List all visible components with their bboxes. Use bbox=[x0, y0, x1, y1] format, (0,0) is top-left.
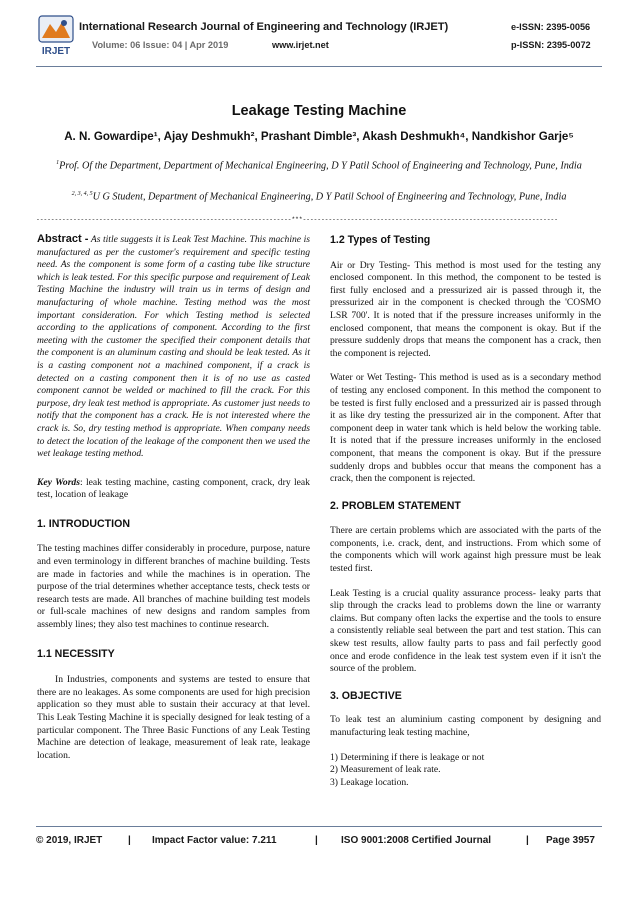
eissn: e-ISSN: 2395-0056 bbox=[511, 22, 591, 32]
right-column bbox=[330, 234, 601, 789]
separator-line: ---------------------------------------------------------------------***--------------------------------------------------------------------- bbox=[36, 216, 558, 223]
website: www.irjet.net bbox=[272, 40, 329, 50]
footer-rule bbox=[36, 826, 602, 827]
section-heading-introduction: 1. INTRODUCTION bbox=[37, 517, 130, 530]
water-testing-text: Water or Wet Testing- This method is used as is a secondary method of testing any enclosed component. In this method the component to be tested is first fully enclosed and a pressurized air is passed through it as like dry testing the pressurized air in the component. After that component deep in water tank which is held below the working table. It is noted that if the pressure increases uniformly in the enclosed component, that means the component is okay. But if the pressure suddenly drops and bubbles occur that means the component has a crack, then the component is rejected. bbox=[330, 372, 601, 485]
footer-impact-factor: Impact Factor value: 7.211 bbox=[152, 835, 277, 846]
logo-text: IRJET bbox=[41, 46, 71, 57]
objective-item: 2) Measurement of leak rate. bbox=[330, 764, 441, 776]
necessity-text: In Industries, components and systems are tested to ensure that there are no leakages. As some components are used for high precision application so they must able to sustain their accuracy at that level. This Leak Testing Machine it is specially designed for leak testing of a particular component. The Three Basic Functions of any Leak Testing Machine are detection of leakage, measurement of leak rate, leakage location. bbox=[37, 674, 310, 761]
section-heading-types: 1.2 Types of Testing bbox=[330, 234, 431, 246]
footer-separator: | bbox=[526, 835, 529, 846]
journal-logo bbox=[36, 14, 76, 58]
problem-text-1: There are certain problems which are associated with the parts of the components, i.e. crack, dent, and instructions. From which some of the components which will work against high pressure must be leak tested first. bbox=[330, 525, 601, 575]
affiliation-1-mark: 1 bbox=[56, 160, 60, 166]
objective-item: 3) Leakage location. bbox=[330, 776, 409, 788]
footer-iso: ISO 9001:2008 Certified Journal bbox=[341, 835, 492, 846]
section-heading-problem: 2. PROBLEM STATEMENT bbox=[330, 499, 461, 512]
authors: A. N. Gowardipe¹, Ajay Deshmukh², Prashant Dimble³, Akash Deshmukh⁴, Nandkishor Garje⁵ bbox=[64, 130, 574, 143]
abstract-label: Abstract - bbox=[37, 233, 89, 245]
volume-issue: Volume: 06 Issue: 04 | Apr 2019 bbox=[92, 40, 229, 50]
affiliation-2-text: U G Student, Department of Mechanical Engineering, D Y Patil School of Engineering and Technology, Pune, India bbox=[92, 191, 567, 203]
affiliation-2-mark: 2, 3, 4, 5 bbox=[71, 191, 93, 197]
keywords bbox=[37, 477, 310, 502]
section-heading-necessity: 1.1 NECESSITY bbox=[37, 647, 115, 660]
header-rule bbox=[36, 66, 602, 67]
keywords-label: Key Words bbox=[37, 476, 80, 488]
pissn: p-ISSN: 2395-0072 bbox=[511, 40, 591, 50]
abstract bbox=[37, 233, 310, 461]
air-testing-text: Air or Dry Testing- This method is most used for the testing any enclosed component. In this method, the component to be tested is first fully enclosed and a pressurized air is passed through it, the pressurized air in the component is checked through the 'COSMO LSR 700'. It is noted that if the pressure increases uniformly in the enclosed component, that means the component is okay. But if the pressure suddenly drops that means the component has a crack, then the component is rejected. bbox=[330, 259, 601, 359]
journal-name: International Research Journal of Engineering and Technology (IRJET) bbox=[79, 21, 449, 33]
affiliation-2 bbox=[50, 188, 588, 204]
left-column bbox=[37, 233, 310, 762]
problem-text-2: Leak Testing is a crucial quality assurance process- leaky parts that slip through the cracks lead to problems down the line or warranty claims. But company often lacks the expertise and the tools to ensure a consistently reliable seal between the part and test station. This can skew test results, allow faulty parts to pass and fail perfectly good once and erode confidence in the leak test system even if it isn't the source of the problem. bbox=[330, 587, 601, 675]
footer-page-number: Page 3957 bbox=[546, 835, 595, 846]
objective-text: To leak test an aluminium casting component by designing and manufacturing leak testing machine, bbox=[330, 714, 601, 738]
footer-separator: | bbox=[128, 835, 131, 846]
section-heading-objective: 3. OBJECTIVE bbox=[330, 689, 402, 702]
paper-title: Leakage Testing Machine bbox=[231, 103, 407, 119]
affiliation-1 bbox=[50, 157, 588, 173]
footer-copyright: © 2019, IRJET bbox=[36, 835, 103, 846]
objective-item: 1) Determining if there is leakage or not bbox=[330, 751, 485, 763]
introduction-text: The testing machines differ considerably in procedure, purpose, nature and even terminology in different branches of machine building. Tests are made in factories and while the machines is in operation. The purpose of the trial determines whether acceptance tests, check tests or research tests are made. All branches of machine building test models or full-scale machines of new designs and random samples from assembly lines; they also test machines to continue research. bbox=[37, 543, 310, 631]
footer-separator: | bbox=[315, 835, 318, 846]
abstract-text: As title suggests it is Leak Test Machine. This machine is manufactured as per the customer's requirement and specific testing need. As the component is some form of a casting tube like structure which is leak tested. For this specific purpose and requirement of Leak Testing Machine the industry will train us in terms of design and manufacturing of whole machine. Testing method was the most important consideration. For which Testing method is selected according to the applications of component. According to the first meeting with the customer the specified their component details that the component is an aluminum casting and should be leak tested. As it is a casting component not a machined component, if a crack is detected on a casting component then it is of no use as casted component cannot be welded or machined to fill the crack. For this purpose, dry leak test method is appropriate. As customer just needs to notify that the component has a crack. He is not interested where the crack is. So, dry testing method is appropriate. When company needs to detect the location of the leakage of the component then we used the wet leakage testing method. bbox=[37, 234, 310, 460]
affiliation-1-text: Prof. Of the Department, Department of Mechanical Engineering, D Y Patil School of Engineering and Technology, Pune, India bbox=[59, 160, 582, 172]
keywords-text: : leak testing machine, casting component, crack, dry leak test, location of leakage bbox=[37, 476, 310, 501]
